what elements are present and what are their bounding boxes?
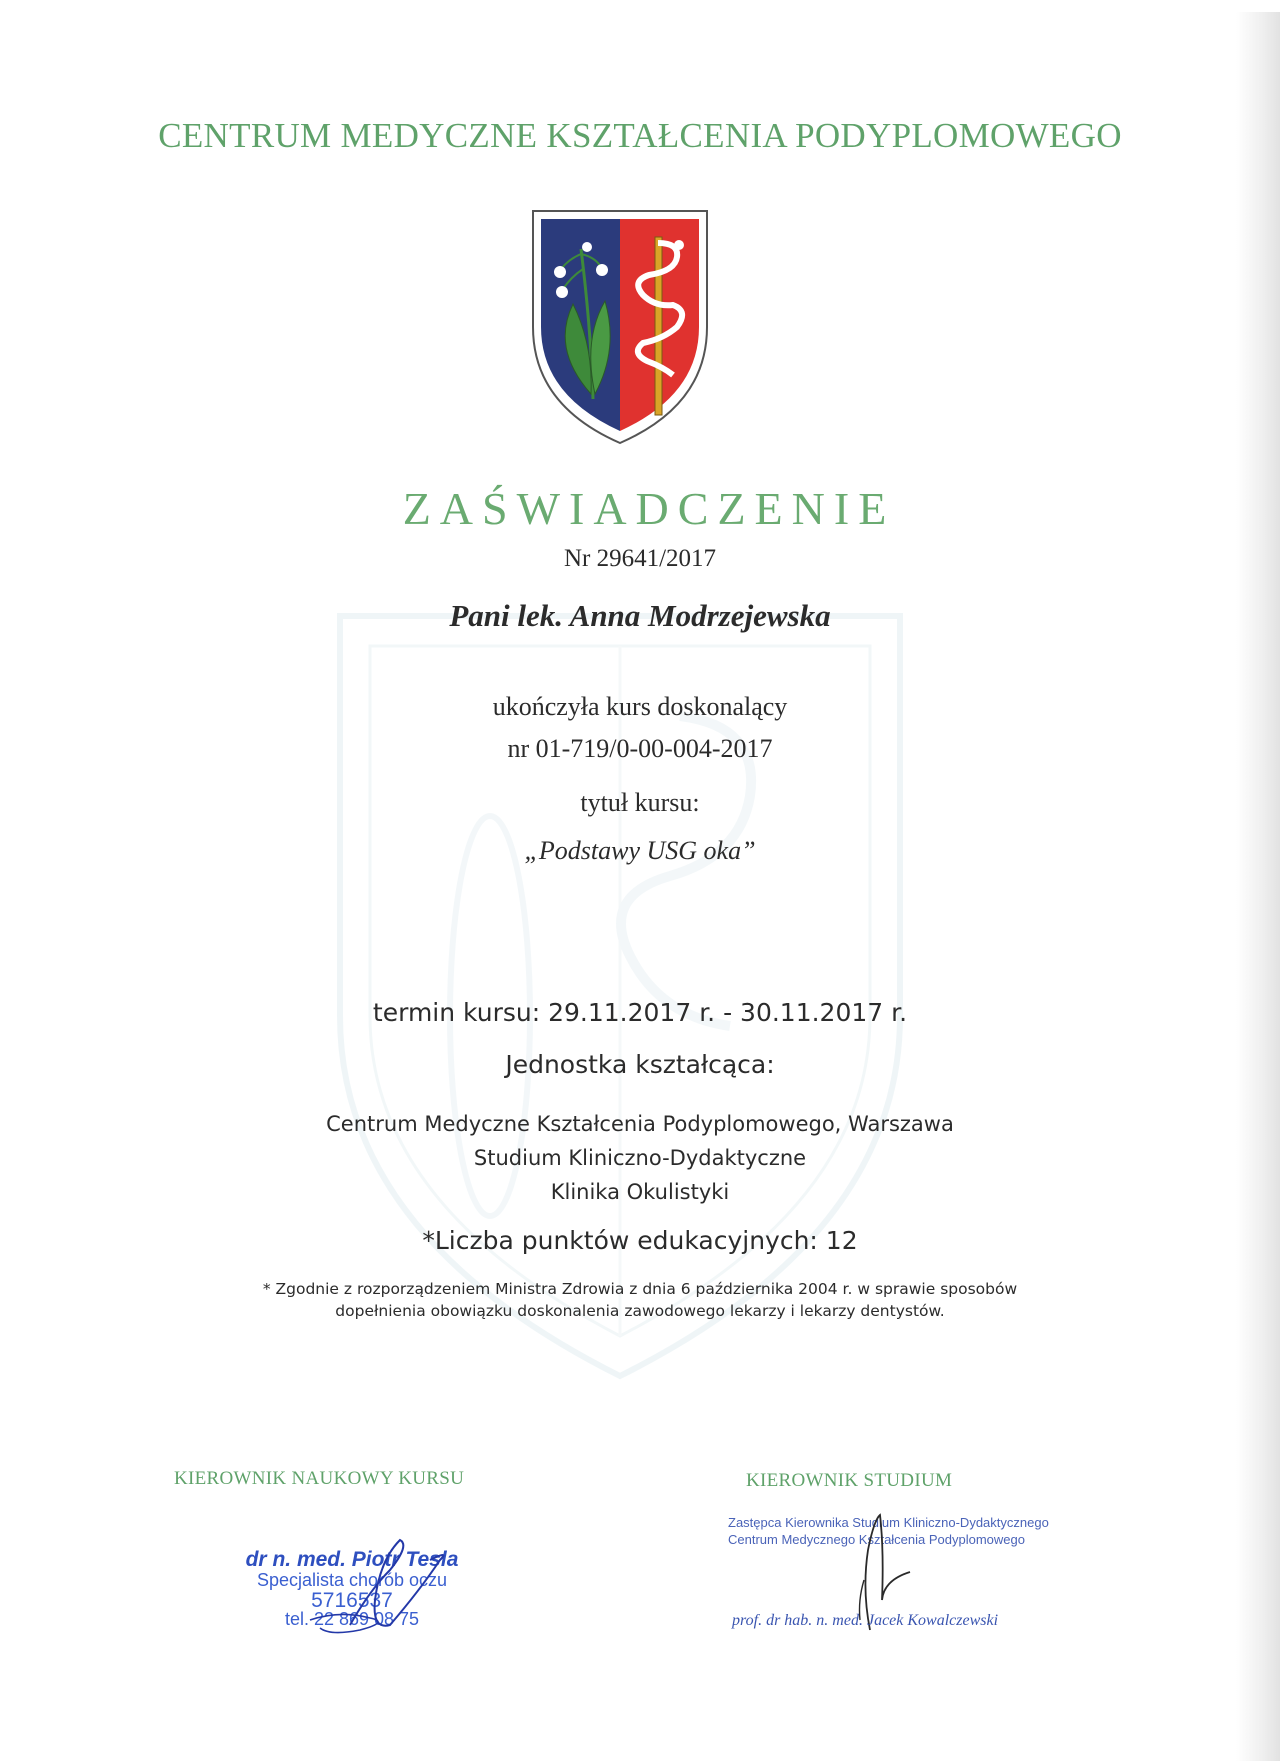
recipient-name: Pani lek. Anna Modrzejewska bbox=[449, 598, 831, 633]
training-unit-line: Centrum Medyczne Kształcenia Podyplomowego, Warszawa bbox=[326, 1112, 954, 1136]
coat-of-arms bbox=[531, 209, 709, 445]
stamp-line: tel. 22 869 08 75 bbox=[284, 1609, 420, 1629]
stamp-line: Centrum Medycznego Kształcenia Podyplomowego bbox=[728, 1532, 1025, 1547]
left-signature-stamp bbox=[222, 1548, 482, 1630]
right-signature-stamp bbox=[728, 1514, 1088, 1548]
certificate-number: Nr 29641/2017 bbox=[563, 545, 717, 572]
right-signatory-name: prof. dr hab. n. med. Jacek Kowalczewski bbox=[732, 1612, 999, 1629]
left-signature-heading: KIEROWNIK NAUKOWY KURSU bbox=[174, 1468, 465, 1489]
stamp-line: Specjalista chorób oczu bbox=[256, 1570, 448, 1590]
training-unit-line: Studium Kliniczno-Dydaktyczne bbox=[473, 1146, 807, 1170]
course-term: termin kursu: 29.11.2017 r. - 30.11.2017 r. bbox=[372, 998, 908, 1027]
course-title: „Podstawy USG oka” bbox=[524, 836, 756, 865]
footnote-line: dopełnienia obowiązku doskonalenia zawodowego lekarzy i lekarzy dentystów. bbox=[335, 1302, 945, 1320]
institution-name: CENTRUM MEDYCZNE KSZTAŁCENIA PODYPLOMOWEGO bbox=[158, 116, 1122, 155]
footnote bbox=[0, 1278, 1280, 1322]
training-unit-line: Klinika Okulistyki bbox=[550, 1180, 730, 1204]
stamp-line: Zastępca Kierownika Studium Kliniczno-Dydaktycznego bbox=[728, 1515, 1049, 1530]
completion-statement: ukończyła kurs doskonalący bbox=[492, 692, 788, 721]
document-title: ZAŚWIADCZENIE bbox=[402, 483, 896, 534]
right-signature-heading: KIEROWNIK STUDIUM bbox=[746, 1470, 953, 1491]
stamp-line: dr n. med. Piotr Tesla bbox=[245, 1548, 459, 1571]
course-title-label: tytuł kursu: bbox=[580, 788, 700, 817]
footnote-line: * Zgodnie z rozporządzeniem Ministra Zdrowia z dnia 6 października 2004 r. w sprawie sposobów bbox=[262, 1280, 1018, 1298]
page-edge-shadow bbox=[1236, 12, 1280, 1761]
stamp-line: 5716537 bbox=[311, 1589, 393, 1612]
education-points: *Liczba punktów edukacyjnych: 12 bbox=[422, 1226, 858, 1255]
training-unit-label: Jednostka kształcąca: bbox=[505, 1050, 775, 1079]
course-number: nr 01-719/0-00-004-2017 bbox=[507, 734, 773, 763]
